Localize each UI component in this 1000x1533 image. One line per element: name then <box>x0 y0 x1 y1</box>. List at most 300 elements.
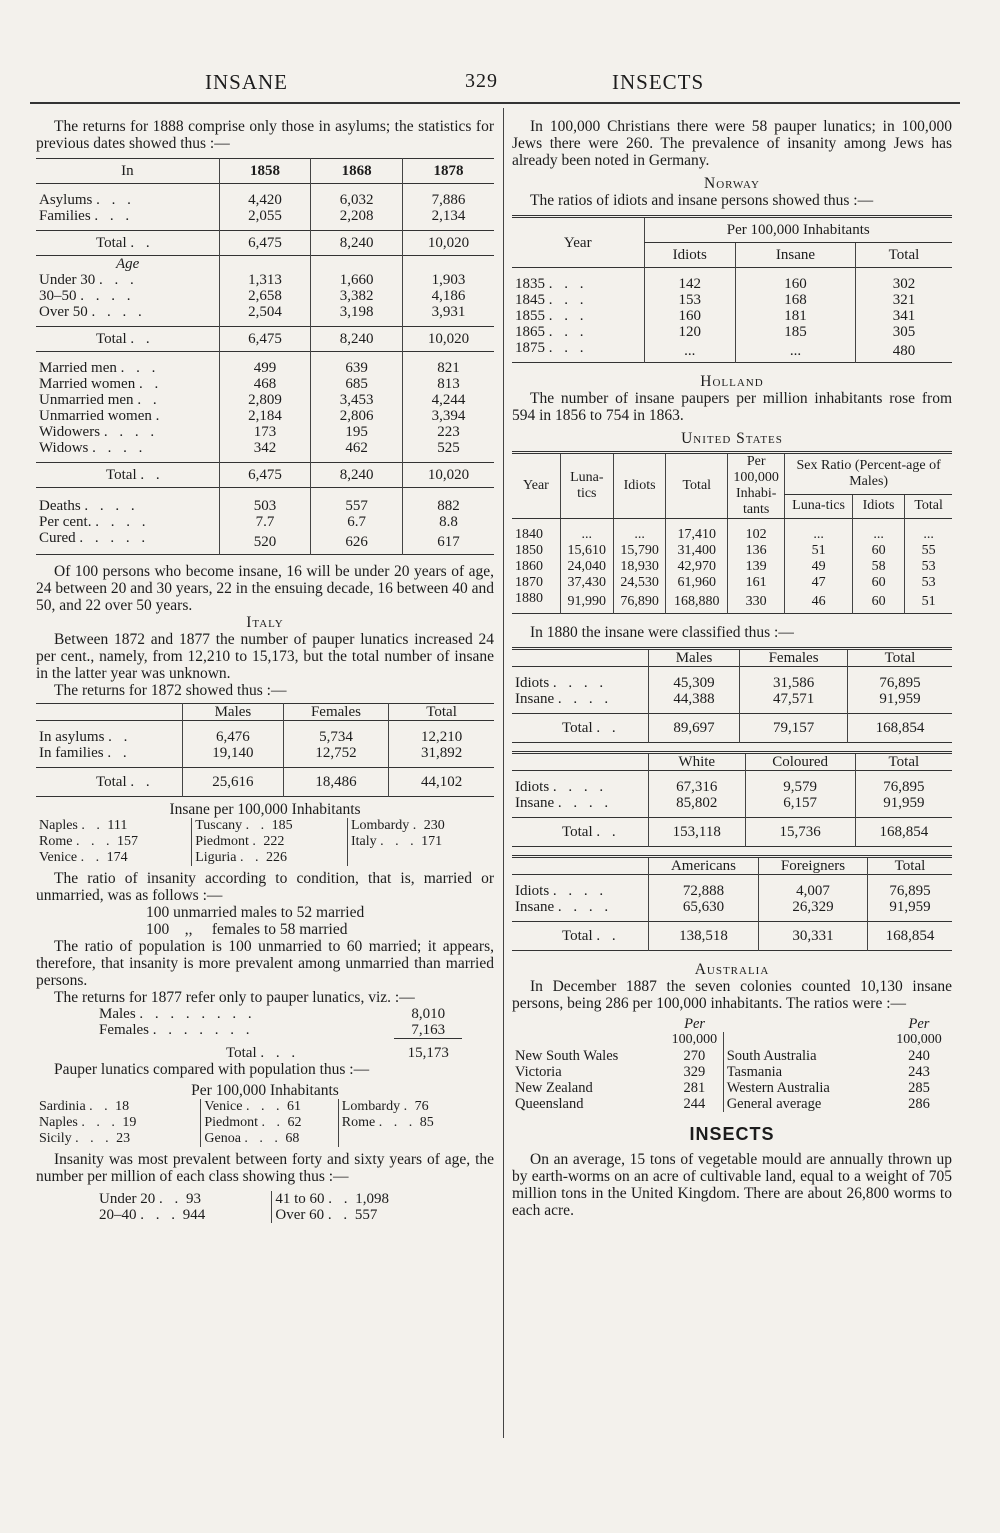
norway-heading: Norway <box>704 175 760 192</box>
cell: 341 <box>855 308 952 324</box>
row-label: Asylums <box>39 192 93 208</box>
running-head-left: INSANE <box>205 70 288 94</box>
row-label: In families <box>39 745 104 761</box>
header-cell: Total <box>847 649 952 667</box>
pauper-regions-table <box>36 1099 494 1147</box>
cell: 462 <box>311 440 403 456</box>
cell: 8.8 <box>402 514 494 530</box>
region-value: 185 <box>271 818 293 833</box>
header-cell <box>512 753 648 771</box>
cell: 47 <box>785 575 853 591</box>
cell: 525 <box>402 440 494 456</box>
cell: 7,163 <box>411 1022 446 1038</box>
row-label: Idiots <box>515 675 550 691</box>
colony-value: 244 <box>683 1096 706 1112</box>
header-cell: Total <box>867 857 952 875</box>
header-cell: White <box>648 753 745 771</box>
cell: 19,140 <box>183 745 284 761</box>
australia-table <box>512 1016 952 1112</box>
cell: 47,571 <box>740 691 848 707</box>
table-header-row <box>512 1016 952 1032</box>
header-cell: Total <box>905 494 952 518</box>
cell: 60 <box>852 575 904 591</box>
header-cell: Females <box>740 649 848 667</box>
cell: 8,240 <box>311 463 403 488</box>
table-row: Idiots . . . . 67,316 9,579 76,895 <box>512 779 952 795</box>
table-row: Naples . . . 19 Piedmont . . 62 Rome . . . 85 <box>36 1115 494 1131</box>
row-label: Cured <box>39 530 76 546</box>
cell: 1,903 <box>402 272 494 288</box>
cell: 6.7 <box>311 514 403 530</box>
header-cell: Luna-tics <box>785 494 853 518</box>
row-label: Insane <box>515 691 555 707</box>
region-name: Naples <box>39 1114 78 1130</box>
header-cell: Total <box>855 243 952 268</box>
cell: 6,475 <box>219 231 311 256</box>
cell: 626 <box>311 530 403 555</box>
table-row: Insane . . . . 44,388 47,571 91,959 <box>512 691 952 707</box>
ratio-line: 100 ,, females to 58 married <box>146 921 348 938</box>
region-name: Naples <box>39 818 78 833</box>
row-label: 30–50 <box>39 288 77 304</box>
cell: 503 <box>219 498 311 514</box>
cell: 91,959 <box>867 899 952 915</box>
cell: 6,475 <box>219 463 311 488</box>
cell: 330 <box>728 591 785 614</box>
table-row <box>512 1064 952 1080</box>
header-cell: Total <box>389 704 494 721</box>
cell: 153,118 <box>648 818 745 847</box>
cell: 821 <box>402 360 494 376</box>
table-row <box>512 1080 952 1096</box>
cell: 53 <box>905 575 952 591</box>
cell: 2,504 <box>219 304 311 320</box>
cell: 60 <box>852 543 904 559</box>
cell: 15,790 <box>613 543 666 559</box>
running-head-right: INSECTS <box>612 70 705 94</box>
table-row <box>512 559 952 575</box>
header-cell: Total <box>855 753 952 771</box>
cell: 45,309 <box>648 675 739 691</box>
cell: 223 <box>402 424 494 440</box>
region-name: Piedmont <box>204 1114 259 1130</box>
total-row: Total . . 6,475 8,240 10,020 <box>36 231 494 256</box>
row-label: Idiots <box>515 883 550 899</box>
row-label: Total <box>96 774 127 790</box>
colony-name: Tasmania <box>723 1064 886 1080</box>
age-group: 20–40 <box>99 1206 137 1223</box>
table-row: Insane . . . . 85,802 6,157 91,959 <box>512 795 952 811</box>
cell: 79,157 <box>740 714 848 743</box>
cell: 10,020 <box>402 231 494 256</box>
insane-1880-by-race-table <box>512 751 952 847</box>
region-value: 23 <box>116 1130 131 1146</box>
left-column <box>36 118 494 1223</box>
table-row: Over 50 . . . . 2,504 3,198 3,931 <box>36 304 494 320</box>
total-row: Total . . 89,697 79,157 168,854 <box>512 714 952 743</box>
cell: 51 <box>785 543 853 559</box>
cell: 4,186 <box>402 288 494 304</box>
header-cell: 1858 <box>219 159 311 184</box>
row-label: Families <box>39 208 91 224</box>
cell: 31,400 <box>666 543 728 559</box>
region-value: 171 <box>421 834 443 849</box>
row-label: Married men <box>39 360 117 376</box>
cell: 60 <box>852 591 904 614</box>
header-cell: Americans <box>648 857 758 875</box>
per-label: Per <box>684 1016 706 1032</box>
row-label: Married women <box>39 376 136 392</box>
cell: 557 <box>311 498 403 514</box>
total-row: Total . . 138,518 30,331 168,854 <box>512 922 952 951</box>
cell: 8,240 <box>311 327 403 352</box>
insane-by-category-table <box>36 158 494 555</box>
cell: 160 <box>735 276 855 292</box>
age-group: Over 60 <box>275 1206 325 1223</box>
cell: 25,616 <box>183 768 284 797</box>
age-value: 944 <box>182 1206 206 1223</box>
insects-paragraph: On an average, 15 tons of vegetable mould are annually thrown up by earth-worms on an acre of cultivable land, equal to a weight of 705 million tons in the United Kingdom. There are about 26,800 worms to each acre. <box>512 1151 952 1219</box>
age-value: 93 <box>186 1190 201 1207</box>
total-row: Total . . . 15,173 <box>96 1045 462 1061</box>
year: 1870 <box>515 575 543 590</box>
cell: 2,658 <box>219 288 311 304</box>
cell: 813 <box>402 376 494 392</box>
table-row <box>512 575 952 591</box>
colony-name: Western Australia <box>723 1080 886 1096</box>
cell: 173 <box>219 424 311 440</box>
header-cell: In <box>121 163 134 179</box>
region-value: 230 <box>423 818 445 833</box>
cell: 3,453 <box>311 392 403 408</box>
colony-name: Victoria <box>515 1064 562 1080</box>
table-header-row <box>512 649 952 667</box>
year: 1875 <box>515 340 545 356</box>
cell: 168,854 <box>867 922 952 951</box>
table-row: Males . . . . . . . . 8,010 <box>96 1006 462 1022</box>
region-value: 226 <box>265 850 287 865</box>
christians-paragraph: In 100,000 Christians there were 58 pauper lunatics; in 100,000 Jews there were 260. The prevalence of insanity among Jews has already been noted in Germany. <box>512 118 952 169</box>
cell: 46 <box>785 591 853 614</box>
per-100000-heading: Per 100,000 Inhabitants <box>191 1081 339 1099</box>
region-name: Venice <box>204 1098 243 1114</box>
region-name: Sardinia <box>39 1098 86 1114</box>
table-row <box>512 527 952 543</box>
row-label: Total <box>226 1044 257 1061</box>
cell: 65,630 <box>648 899 758 915</box>
row-label: Total <box>562 928 593 944</box>
per-unit: 100,000 <box>671 1032 718 1047</box>
cell: 51 <box>905 591 952 614</box>
row-label: Over 50 <box>39 304 88 320</box>
header-cell: Per 100,000 Inhabitants <box>644 217 952 243</box>
header-cell: Year <box>563 234 592 251</box>
header-cell: Total <box>666 453 728 519</box>
row-label: In asylums <box>39 729 105 745</box>
table-row <box>512 1096 952 1112</box>
header-cell: Sex Ratio (Percent-age of Males) <box>785 453 952 495</box>
age-group: Under 20 <box>99 1190 156 1207</box>
australia-heading: Australia <box>694 961 770 978</box>
cell: 520 <box>219 530 311 555</box>
age-paragraph: Of 100 persons who become insane, 16 will be under 20 years of age, 24 between 20 and 30 years, 22 in the ensuing decade, 16 between 40 and 50, and 22 over 50 years. <box>36 563 494 614</box>
table-row: Idiots . . . . 45,309 31,586 76,895 <box>512 675 952 691</box>
cell: 1,313 <box>219 272 311 288</box>
ratio-paragraph: The ratio of insanity according to condition, that is, married or unmarried, was as follows :— <box>36 870 494 904</box>
table-row: Widowers . . . . 173 195 223 <box>36 424 494 440</box>
table-row: Insane . . . . 65,630 26,329 91,959 <box>512 899 952 915</box>
cell: 8,010 <box>411 1006 446 1022</box>
total-row: Total . . 6,475 8,240 10,020 <box>36 463 494 488</box>
header-cell: Males <box>648 649 739 667</box>
cell: 321 <box>855 292 952 308</box>
table-row: Deaths . . . . 503 557 882 <box>36 498 494 514</box>
prevalent-paragraph: Insanity was most prevalent between forty and sixty years of age, the number per million of each class showing thus :— <box>36 1150 494 1185</box>
table-row: Sicily . . . 23 Genoa . . . 68 <box>36 1131 494 1147</box>
region-name: Venice <box>39 850 78 865</box>
cell: 15,736 <box>745 818 855 847</box>
row-label: Per cent. <box>39 514 92 530</box>
table-header-row <box>512 753 952 771</box>
page-number: 329 <box>465 70 498 92</box>
holland-paragraph: The number of insane paupers per million inhabitants rose from 594 in 1856 to 754 in 1863. <box>512 390 952 424</box>
cell: 168,854 <box>855 818 952 847</box>
age-group: 41 to 60 <box>275 1190 325 1207</box>
region-value: 68 <box>285 1130 300 1146</box>
table-row: 1835 . . . 142 160 302 <box>512 276 952 292</box>
cell: 138,518 <box>648 922 758 951</box>
cell: 685 <box>311 376 403 392</box>
cell: 6,157 <box>745 795 855 811</box>
year: 1860 <box>515 559 543 574</box>
region-value: 111 <box>107 818 128 833</box>
table-row <box>512 1048 952 1064</box>
region-name: Genoa <box>204 1130 241 1146</box>
cell: 10,020 <box>402 327 494 352</box>
total-row: Total . . 6,475 8,240 10,020 <box>36 327 494 352</box>
header-cell: 1868 <box>311 159 403 184</box>
classified-1880-paragraph: In 1880 the insane were classified thus :— <box>530 624 794 641</box>
italy-regions-table <box>36 818 494 866</box>
table-row: 20–40 . . . 944 Over 60 . . 557 <box>96 1207 462 1223</box>
cell: 468 <box>219 376 311 392</box>
cell: 58 <box>852 559 904 575</box>
cell: ... <box>735 340 855 363</box>
region-name: Piedmont <box>195 834 249 849</box>
cell: 120 <box>644 324 735 340</box>
cell: 181 <box>735 308 855 324</box>
table-row <box>512 591 952 614</box>
cell: 30,331 <box>759 922 868 951</box>
cell: 89,697 <box>648 714 739 743</box>
insane-1880-by-sex-table <box>512 647 952 743</box>
region-value: 157 <box>116 834 138 849</box>
cell: 195 <box>311 424 403 440</box>
cell: 2,134 <box>402 208 494 224</box>
header-cell: Idiots <box>644 243 735 268</box>
population-paragraph: The ratio of population is 100 unmarried to 60 married; it appears, therefore, that insanity is more prevalent among unmarried than married persons. <box>36 938 494 989</box>
cell: 24,040 <box>560 559 613 575</box>
colony-name: Queensland <box>515 1096 584 1112</box>
colony-value: 281 <box>683 1080 706 1096</box>
cell: ... <box>644 340 735 363</box>
cell: 3,394 <box>402 408 494 424</box>
table-row: Naples . . 111 Tuscany . . 185 Lombardy . 230 <box>36 818 494 834</box>
cell: 2,806 <box>311 408 403 424</box>
cell: 17,410 <box>666 527 728 543</box>
row-label: Unmarried women <box>39 408 152 424</box>
table-row: 1845 . . . 153 168 321 <box>512 292 952 308</box>
cell: 3,382 <box>311 288 403 304</box>
region-value: 19 <box>122 1114 137 1130</box>
year: 1845 <box>515 292 545 308</box>
cell: 76,895 <box>855 779 952 795</box>
colony-value: 243 <box>908 1064 930 1080</box>
header-cell <box>36 704 183 721</box>
age-value: 557 <box>354 1206 378 1223</box>
cell: 617 <box>402 530 494 555</box>
cell: 2,809 <box>219 392 311 408</box>
table-row: Per cent. . . . . 7.7 6.7 8.8 <box>36 514 494 530</box>
cell: 882 <box>402 498 494 514</box>
header-cell: Insane <box>735 243 855 268</box>
insects-heading: INSECTS <box>689 1124 775 1144</box>
cell: 12,210 <box>389 729 494 745</box>
table-row: Under 30 . . . 1,313 1,660 1,903 <box>36 272 494 288</box>
region-name: Lombardy <box>350 818 410 833</box>
region-name: Lombardy <box>341 1098 401 1114</box>
age-value: 1,098 <box>355 1190 390 1207</box>
cell: 42,970 <box>666 559 728 575</box>
cell: 53 <box>905 559 952 575</box>
year: 1865 <box>515 324 545 340</box>
header-cell: Year <box>512 453 560 519</box>
cell: 18,486 <box>283 768 388 797</box>
cell: 7,886 <box>402 192 494 208</box>
year: 1855 <box>515 308 545 324</box>
table-row: 1855 . . . 160 181 341 <box>512 308 952 324</box>
table-row: Venice . . 174 Liguria . . 226 <box>36 850 494 866</box>
italy-heading: Italy <box>246 614 284 631</box>
cell: 26,329 <box>759 899 868 915</box>
table-row: Under 20 . . 93 41 to 60 . . 1,098 <box>96 1191 462 1207</box>
header-cell: Females <box>283 704 388 721</box>
cell: 139 <box>728 559 785 575</box>
united-states-heading: United States <box>681 430 783 447</box>
colony-value: 286 <box>908 1096 930 1112</box>
header-cell: Luna-tics <box>560 453 613 519</box>
cell: 76,895 <box>867 883 952 899</box>
row-label: Unmarried men <box>39 392 134 408</box>
region-name: Tuscany <box>195 818 243 833</box>
per-unit: 100,000 <box>896 1032 942 1047</box>
cell: 31,586 <box>740 675 848 691</box>
cell: 76,895 <box>847 675 952 691</box>
pauper-lunatics-1877-table <box>96 1006 462 1061</box>
cell: 61,960 <box>666 575 728 591</box>
table-row: In asylums . . 6,476 5,734 12,210 <box>36 729 494 745</box>
ratio-line: 100 unmarried males to 52 married <box>146 904 365 921</box>
table-row: Rome . . . 157 Piedmont . 222 Italy . . . 171 <box>36 834 494 850</box>
table-row: Cured . . . . . 520 626 617 <box>36 530 494 555</box>
cell: 76,890 <box>613 591 666 614</box>
cell: 91,959 <box>847 691 952 707</box>
table-row: Widows . . . . 342 462 525 <box>36 440 494 456</box>
row-label: Insane <box>515 899 555 915</box>
cell: 136 <box>728 543 785 559</box>
region-value: 222 <box>263 834 285 849</box>
cell: 639 <box>311 360 403 376</box>
cell: 44,102 <box>389 768 494 797</box>
cell: ... <box>613 527 666 543</box>
colony-name: New Zealand <box>515 1080 593 1096</box>
insane-per-100000-heading: Insane per 100,000 Inhabitants <box>169 801 361 818</box>
cell: 12,752 <box>283 745 388 761</box>
cell: 2,208 <box>311 208 403 224</box>
cell: 6,475 <box>219 327 311 352</box>
returns-1872-table <box>36 703 494 797</box>
cell: 161 <box>728 575 785 591</box>
cell: 2,055 <box>219 208 311 224</box>
table-row: Married men . . . 499 639 821 <box>36 360 494 376</box>
italy-paragraph: Between 1872 and 1877 the number of pauper lunatics increased 24 per cent., namely, from 12,210 to 15,173, but the total number of insane in the latter year was unknown. <box>36 631 494 682</box>
cell: 44,388 <box>648 691 739 707</box>
table-row <box>512 543 952 559</box>
cell: 18,930 <box>613 559 666 575</box>
right-column <box>512 118 952 1219</box>
region-name: Rome <box>341 1114 376 1130</box>
region-value: 18 <box>115 1098 130 1114</box>
cell: 4,007 <box>759 883 868 899</box>
row-label: Deaths <box>39 498 81 514</box>
table-row: In families . . 19,140 12,752 31,892 <box>36 745 494 761</box>
cell: ... <box>785 527 853 543</box>
header-cell: 1878 <box>402 159 494 184</box>
cell: 342 <box>219 440 311 456</box>
cell: 91,959 <box>855 795 952 811</box>
cell: 31,892 <box>389 745 494 761</box>
colony-name: General average <box>723 1096 886 1112</box>
cell: 168 <box>735 292 855 308</box>
cell: 102 <box>728 527 785 543</box>
table-row: Idiots . . . . 72,888 4,007 76,895 <box>512 883 952 899</box>
cell: ... <box>560 527 613 543</box>
region-name: Italy <box>350 834 377 849</box>
table-row: Unmarried men . . 2,809 3,453 4,244 <box>36 392 494 408</box>
cell: 3,931 <box>402 304 494 320</box>
cell: 85,802 <box>648 795 745 811</box>
year: 1850 <box>515 543 543 558</box>
cell: 142 <box>644 276 735 292</box>
table-header-row <box>512 1032 952 1048</box>
table-header-row <box>512 217 952 243</box>
cell: 7.7 <box>219 514 311 530</box>
cell: 160 <box>644 308 735 324</box>
header-cell: Idiots <box>613 453 666 519</box>
cell: 72,888 <box>648 883 758 899</box>
table-row: Females . . . . . . . 7,163 <box>96 1022 462 1039</box>
row-label: Idiots <box>515 779 550 795</box>
header-rule <box>30 102 960 104</box>
header-cell: Foreigners <box>759 857 868 875</box>
total-row: Total . . 25,616 18,486 44,102 <box>36 768 494 797</box>
colony-value: 329 <box>683 1064 706 1080</box>
region-value: 174 <box>106 850 128 865</box>
table-row: 30–50 . . . . 2,658 3,382 4,186 <box>36 288 494 304</box>
row-label: Total <box>106 467 137 483</box>
per-label: Per <box>908 1016 930 1032</box>
column-divider <box>503 108 504 1438</box>
